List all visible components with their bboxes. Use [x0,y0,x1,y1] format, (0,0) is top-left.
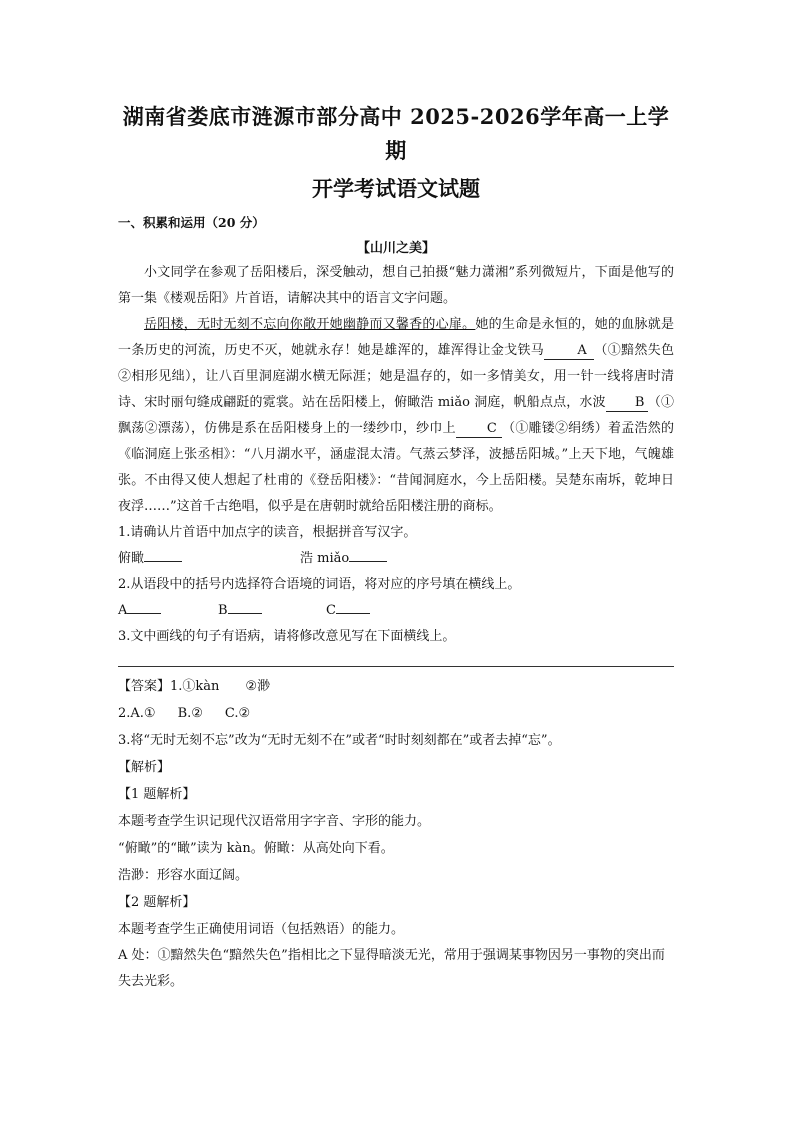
q2-b-item [218,598,326,624]
answer-1a: 1.①kàn [170,679,220,694]
answer-2c: C.② [224,706,251,721]
passage-text-d: （①雕镂②绢绣）着孟浩然的《临洞庭上张丞相》：“八月湖水平，涵虚混太清。气蒸云梦泽，波撼岳阳城。”上天下地，气魄雄张。不由得又使人想起了杜甫的《登岳阳楼》：“昔闻洞庭水，今上岳阳楼。吴楚东南坼，乾坤日夜浮……”这首千古绝唱，似乎是在唐朝时就给岳阳楼注册的商标。 [118,421,674,514]
q2-c-item [326,598,370,624]
underlined-sentence: 岳阳楼，无时无刻不忘向你敞开她幽静而又馨香的心扉。 [144,317,476,332]
q2-a-item [118,598,218,624]
analysis-1-line-3: 浩渺：形容水面辽阔。 [118,868,249,883]
question-2: 2.从语段中的括号内选择符合语境的词语，将对应的序号填在横线上。 [118,577,521,592]
blank-a: A [544,343,594,360]
analysis-tag: 【解析】 [118,760,171,775]
question-1-answers [118,546,674,572]
q1-a-item [118,546,300,572]
question-3: 3.文中画线的句子有语病，请将修改意见写在下面横线上。 [118,629,456,644]
analysis-1-tag: 【1 题解析】 [118,787,196,802]
passage-paragraph [118,312,674,520]
blank-b: B [606,395,648,412]
passage-title: 【山川之美】 [356,241,435,256]
analysis-2-line-1: 本题考查学生正确使用词语（包括熟语）的能力。 [118,922,405,937]
q1-a-label: 俯瞰 [118,551,145,566]
q1-b-item [300,546,387,572]
answer-block [118,673,674,995]
passage-text-c: （①飘荡②漂荡），仿佛是系在岳阳楼身上的一缕纱巾，纱巾上 [118,395,674,436]
q2-c-label: C [326,603,336,618]
section-heading: 一、积累和运用（20 分） [118,215,265,230]
passage-text-b: （①黯然失色②相形见绌），让八百里洞庭湖水横无际涯；她是温存的，如一多情美女，用一针一线将唐时清诗、宋时丽句缝成翩跹的霓裳。站在岳阳楼上，俯瞰浩 miǎo 洞庭，帆船点点，水波 [118,343,674,410]
answer-1b: ②渺 [245,679,271,694]
q1-a-blank [144,561,182,562]
q2-b-label: B [218,603,228,618]
q2-a-blank [127,613,161,614]
answer-2b: B.② [177,706,203,721]
answer-row-1 [118,673,674,700]
q1-b-label: 浩 miǎo [300,551,350,566]
question-1: 1.请确认片首语中加点字的读音，根据拼音写汉字。 [118,525,417,540]
document-subtitle: 开学考试语文试题 [312,176,480,201]
q2-c-blank [336,613,370,614]
document-title: 湖南省娄底市涟源市部分高中 2025-2026学年高一上学期 [122,104,670,163]
analysis-2-line-2: A 处：①黯然失色“黯然失色”指相比之下显得暗淡无光，常用于强调某事物因另一事物的突出而失去光彩。 [118,948,665,989]
answer-row-2 [118,700,674,727]
passage-text-a: 她的生命是永恒的，她的血脉就是一条历史的河流，历史不灭，她就永存！她是雄浑的，雄浑得让金戈铁马 [118,317,674,358]
answer-line [118,666,674,667]
analysis-2-tag: 【2 题解析】 [118,895,196,910]
blank-c: C [456,421,502,438]
q2-a-label: A [118,603,128,618]
analysis-1-line-1: 本题考查学生识记现代汉语常用字字音、字形的能力。 [118,814,431,829]
q1-b-blank [349,561,387,562]
document-page [118,100,674,995]
answer-tag: 【答案】 [118,679,171,694]
intro-paragraph: 小文同学在参观了岳阳楼后，深受触动，想自己拍摄“魅力潇湘”系列微短片，下面是他写的第一集《楼观岳阳》片首语，请解决其中的语言文字问题。 [118,265,674,306]
question-2-answers [118,598,674,624]
answer-3: 3.将“无时无刻不忘”改为“无时无刻不在”或者“时时刻刻都在”或者去掉“忘”。 [118,733,561,748]
answer-2a: 2.A.① [118,706,156,721]
q2-b-blank [228,613,262,614]
analysis-1-line-2: “俯瞰”的“瞰”读为 kàn。俯瞰：从高处向下看。 [118,841,394,856]
